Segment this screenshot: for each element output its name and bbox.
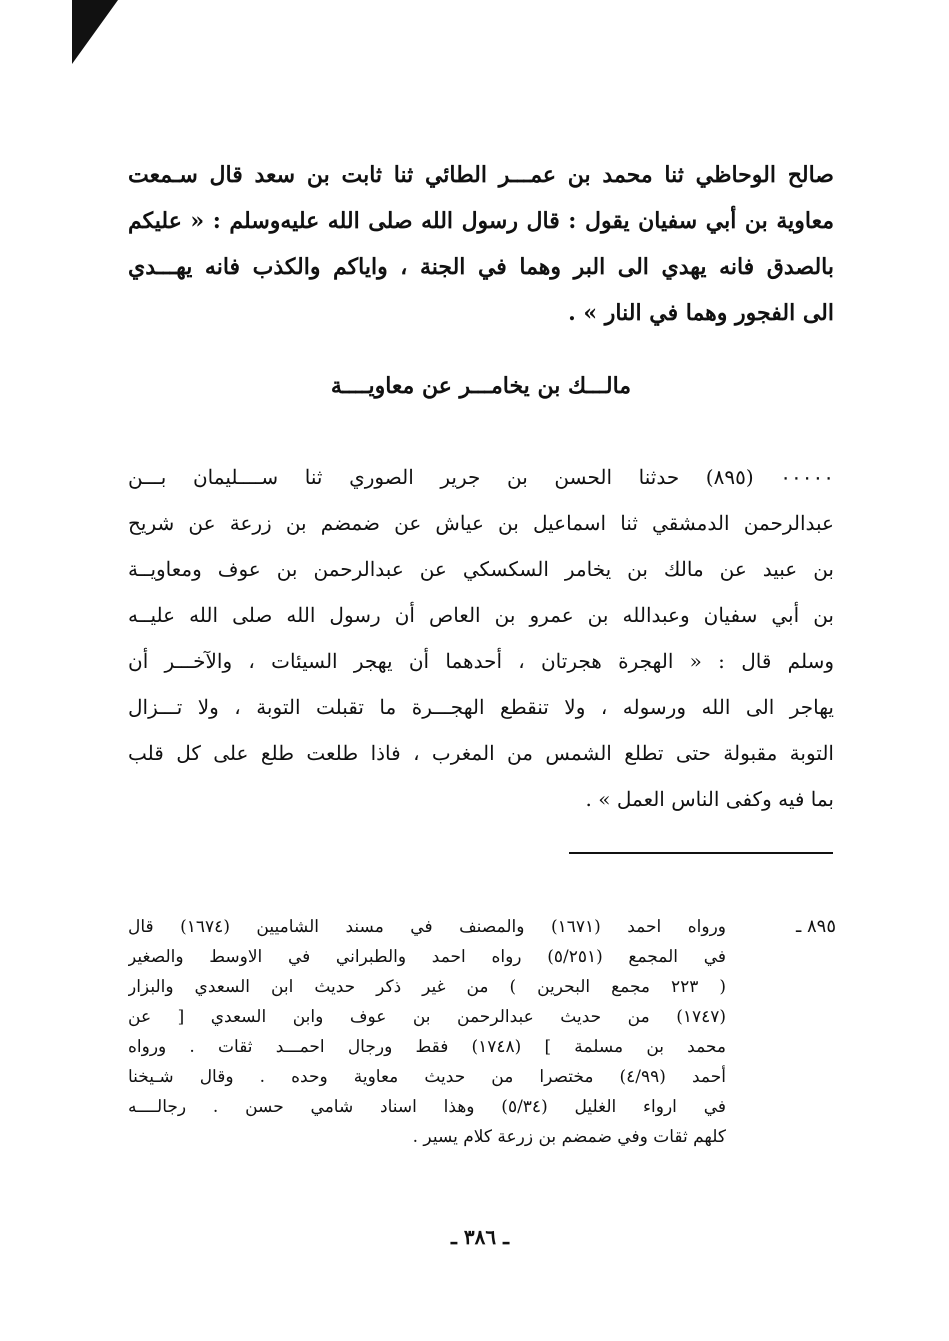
footnote-line: أحمد (٤/٩٩) مختصرا من حديث معاوية وحده . وقال شـيخنا <box>128 1067 726 1087</box>
hadith-line: وسلم قال : « الهجرة هجرتان ، أحدهما أن يهجر السيئات ، والآخـــر أن <box>128 649 834 673</box>
intro-line: صالح الوحاظي ثنا محمد بن عمـــر الطائي ثنا ثابت بن سعد قال سـمعت <box>128 162 834 188</box>
intro-line: بالصدق فانه يهدي الى البر وهما في الجنة ، واياكم والكذب فانه يهـــدي <box>128 254 834 280</box>
hadith-line: بن أبي سفيان وعبدالله بن عمرو بن العاص أن رسول الله صلى الله عليــه <box>128 603 834 627</box>
corner-triangle-mark <box>72 0 118 64</box>
footnote-text <box>128 912 726 1152</box>
hadith-line: عبدالرحمن الدمشقي ثنا اسماعيل بن عياش عن ضمضم بن زرعة عن شريح <box>128 511 834 535</box>
hadith-line: بن عبيد عن مالك بن يخامر السكسكي عن عبدالرحمن بن عوف ومعاويــة <box>128 557 834 581</box>
section-heading: مالـــك بن يخامـــر عن معاويــــة <box>330 373 632 399</box>
intro-line: معاوية بن أبي سفيان يقول : قال رسول الله صلى الله عليه‌وسلم : « عليكم <box>128 208 834 234</box>
footnote-line: محمد بن مسلمة ] (١٧٤٨) فقط ورجال احمـــد ثقات . ورواه <box>128 1037 726 1057</box>
footnote-divider <box>569 852 833 854</box>
footnote-line: (١٧٤٧) من حديث عبدالرحمن بن عوف وابن السعدي [ عن <box>128 1007 726 1027</box>
footnote-line: ورواه احمد (١٦٧١) والمصنف في مسند الشاميين (١٦٧٤) قال <box>128 917 726 937</box>
footnote-number: ٨٩٥ ـ <box>795 916 836 937</box>
footnote-line: ( ٢٢٣ مجمع البحرين ) من غير ذكر حديث ابن السعدي والبزار <box>128 977 726 997</box>
footnote-line: في ارواء الغليل (٥/٣٤) وهذا اسناد شامي حسن . رجالــــه <box>128 1097 726 1117</box>
intro-paragraph <box>128 152 834 336</box>
hadith-paragraph <box>128 454 834 822</box>
footnote-line: كلهم ثقات وفي ضمضم بن زرعة كلام يسير . <box>412 1127 726 1147</box>
hadith-line: يهاجر الى الله ورسوله ، ولا تنقطع الهجـــرة ما تقبلت التوبة ، ولا تـــزال <box>128 695 834 719</box>
page-number: ـ ٣٨٦ ـ <box>451 1225 509 1249</box>
intro-line: الى الفجور وهما في النار » . <box>568 300 834 326</box>
hadith-line: ٠٠٠٠٠ (٨٩٥) حدثنا الحسن بن جرير الصوري ثنا ســــليمان بـــن <box>128 465 834 489</box>
hadith-line: بما فيه وكفى الناس العمل » . <box>585 787 834 811</box>
hadith-line: التوبة مقبولة حتى تطلع الشمس من المغرب ، فاذا طلعت طلع على كل قلب <box>128 741 834 765</box>
footnote-line: في المجمع (٥/٢٥١) رواه احمد والطبراني في الاوسط والصغير <box>128 947 726 967</box>
